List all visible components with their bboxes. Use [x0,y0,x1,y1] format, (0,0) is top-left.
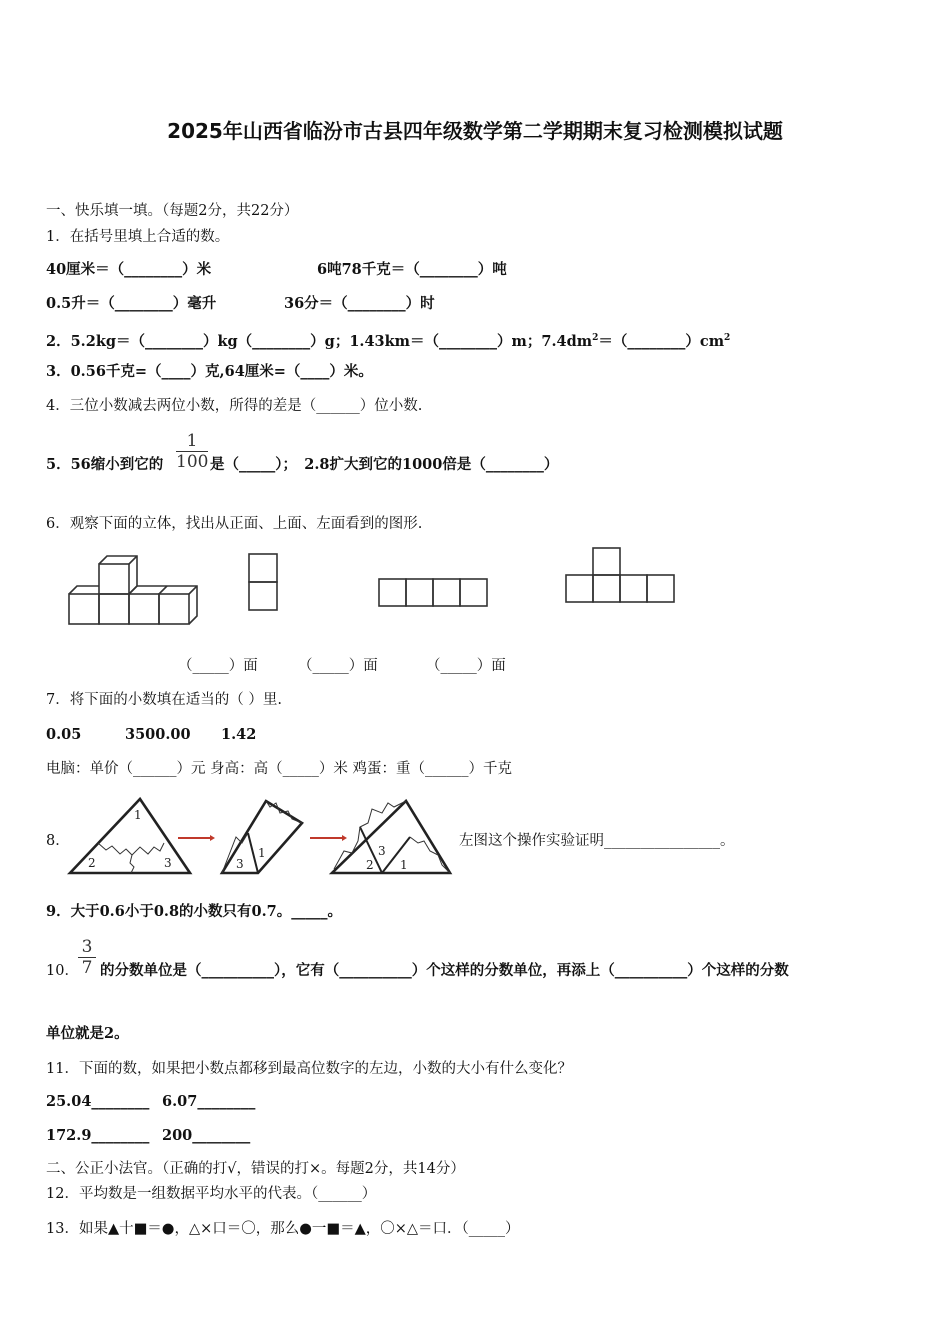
q5-pre: 5．56缩小到它的 [46,456,164,473]
q7-number-1: 0.05 [46,726,82,743]
q11-item-c: 172.9________ [46,1127,150,1144]
q13: 13．如果▲十■＝●，△×口＝〇，那么●一■＝▲，〇×△＝口．（_____） [46,1221,520,1237]
q8-angles-combined [330,797,454,875]
angle-label: 2 [88,856,96,870]
page-title: 2025年山西省临汾市古县四年级数学第二学期期末复习检测模拟试题 [167,119,783,143]
q8-text: 左图这个操作实验证明________________。 [459,833,735,849]
q6-blank-3: （_____）面 [426,658,506,674]
section-2-heading: 二、公正小法官。（正确的打√，错误的打×。每题2分，共14分） [46,1161,465,1177]
angle-label: 3 [236,857,244,871]
q2-sup1: 2 [592,333,599,343]
q6-view-vertical [248,553,278,611]
q11-stem: 11．下面的数，如果把小数点都移到最高位数字的左边，小数的大小有什么变化？ [46,1061,572,1077]
angle-label: 1 [258,846,266,860]
q1-item-d: 36分＝（________）时 [284,295,435,312]
q2-part2: ＝（________）cm [598,332,725,350]
q8-triangle-whole [68,797,192,875]
angle-label: 1 [400,858,408,872]
q2 [46,329,730,351]
q2-sup2: 2 [724,333,731,343]
q5-post: 是（_____）； 2.8扩大到它的1000倍是（________） [210,456,559,473]
q10-fraction [78,937,96,978]
q7-number-3: 1.42 [221,726,257,743]
q11-item-b: 6.07________ [162,1093,256,1110]
q6-stem: 6．观察下面的立体，找出从正面、上面、左面看到的图形. [46,516,423,532]
q7-fill-line: 电脑：单价（______）元 身高：高（_____）米 鸡蛋：重（______）千克 [46,761,512,777]
q6-view-row [378,578,490,608]
angle-label: 2 [366,858,374,872]
q6-blank-1: （_____）面 [178,658,258,674]
angle-label: 3 [378,844,386,858]
q1-item-a: 40厘米＝（________）米 [46,261,212,278]
angle-label: 1 [134,808,142,822]
q11-item-a: 25.04________ [46,1093,150,1110]
q6-blank-2: （_____）面 [298,658,378,674]
q7-number-2: 3500.00 [125,726,191,743]
q7-stem: 7．将下面的小数填在适当的（ ）里. [46,692,282,708]
q4: 4．三位小数减去两位小数，所得的差是（______）位小数. [46,398,423,414]
q12: 12．平均数是一组数据平均水平的代表。（______） [46,1186,377,1202]
q8-number: 8． [46,833,70,849]
q5-fraction-numerator: 1 [186,431,198,451]
section-1-heading: 一、快乐填一填。（每题2分，共22分） [46,203,299,219]
q10-fraction-numerator: 3 [81,937,93,957]
q2-part1: 2．5.2kg＝（________）kg（________）g；1.43km＝（________）m；7.4dm [46,332,593,350]
q1-item-c: 0.5升＝（________）毫升 [46,295,217,312]
q5-fraction-denominator: 100 [176,452,209,472]
q1-stem: 1．在括号里填上合适的数。 [46,229,230,245]
q10-continued: 单位就是2。 [46,1025,129,1042]
q10-fraction-denominator: 7 [81,958,93,978]
q10-text: 的分数单位是（__________），它有（__________）个这样的分数单位，再添上（__________）个这样的分数 [100,962,789,979]
q5-fraction [176,431,208,472]
q8-triangle-folded [212,797,304,875]
q6-cube-solid-figure [64,550,204,628]
q10-number: 10． [46,963,79,979]
q9: 9．大于0.6小于0.8的小数只有0.7。_____。 [46,903,343,920]
q6-view-front [565,546,679,604]
right-arrow-icon [176,834,216,842]
q3: 3．0.56千克=（____）克,64厘米=（____）米。 [46,363,373,380]
angle-label: 3 [164,856,172,870]
q11-item-d: 200________ [162,1127,251,1144]
q1-item-b: 6吨78千克＝（________）吨 [317,261,507,278]
